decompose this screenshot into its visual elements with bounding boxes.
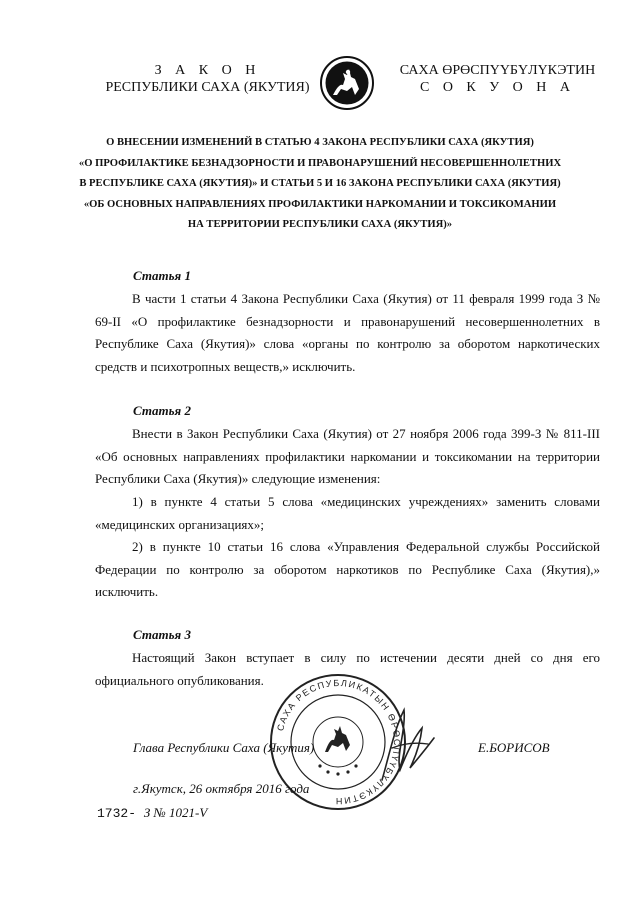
article-1-text: В части 1 статьи 4 Закона Республики Саха (Якутия) от 11 февраля 1999 года З № 69-II «О профилактике безнадзорности и правонарушений несовершеннолетних в Республике Саха (Якутия)» слова «органы по контролю за оборотом наркотических средств и психотропных веществ,» исключить. — [95, 291, 600, 375]
title-line: «ОБ ОСНОВНЫХ НАПРАВЛЕНИЯХ ПРОФИЛАКТИКИ НАРКОМАНИИ И ТОКСИКОМАНИИ — [83, 198, 557, 210]
title-line: О ВНЕСЕНИИ ИЗМЕНЕНИЙ В СТАТЬЮ 4 ЗАКОНА РЕСПУБЛИКИ САХА (ЯКУТИЯ) — [106, 137, 534, 148]
law-title — [60, 133, 580, 236]
article-1-heading: Статья 1 — [133, 268, 191, 283]
registration-number — [97, 805, 207, 821]
signatory-name: Е.БОРИСОВ — [478, 740, 550, 755]
article-2-heading: Статья 2 — [133, 403, 191, 418]
header-right — [380, 62, 615, 96]
header-law-word: З А К О Н — [154, 63, 261, 78]
article-3-heading: Статья 3 — [133, 627, 191, 642]
header-law-word-yakut: С О К У О Н А — [419, 80, 576, 95]
header-republic-name: РЕСПУБЛИКИ САХА (ЯКУТИЯ) — [105, 80, 310, 95]
signatory-position: Глава Республики Саха (Якутия) — [133, 740, 315, 755]
registration-prefix: 1732- — [97, 806, 137, 821]
place-and-date: г.Якутск, 26 октября 2016 года — [133, 781, 310, 796]
title-line: НА ТЕРРИТОРИИ РЕСПУБЛИКИ САХА (ЯКУТИЯ)» — [187, 219, 453, 230]
stamp-text: САХА РЕСПУБЛИКАТЫН ӨРӨСПҮҮБҮЛҮКЭТИН — [275, 677, 403, 807]
registration-law-number: З № 1021-V — [143, 805, 208, 820]
article-2-intro: Внести в Закон Республики Саха (Якутия) от 27 ноября 2006 года 399-З № 811-III «Об основных направлениях профилактики наркомании и токсикомании на территории Республики Саха (Якутия)» следующие изменения: — [95, 426, 600, 487]
title-line: В РЕСПУБЛИКЕ САХА (ЯКУТИЯ)» И СТАТЬИ 5 И 16 ЗАКОНА РЕСПУБЛИКИ САХА (ЯКУТИЯ) — [79, 178, 561, 189]
header-left — [95, 62, 320, 96]
article-2-item-2: 2) в пункте 10 статьи 16 слова «Управления Федеральной службы Российской Федерации по контролю за оборотом наркотиков по Республике Саха (Якутия),» исключить. — [95, 539, 600, 600]
header-republic-name-yakut: САХА ӨРӨСПҮҮБҮЛҮКЭТИН — [399, 63, 596, 78]
article-2-item-1: 1) в пункте 4 статьи 5 слова «медицинских учреждениях» заменить словами «медицинских организациях»; — [95, 494, 600, 532]
handwritten-signature-icon — [370, 700, 440, 790]
title-line: «О ПРОФИЛАКТИКЕ БЕЗНАДЗОРНОСТИ И ПРАВОНАРУШЕНИЙ НЕСОВЕРШЕННОЛЕТНИХ — [78, 157, 562, 169]
republic-emblem-icon — [319, 55, 375, 111]
article-3-text: Настоящий Закон вступает в силу по истечении десяти дней со дня его официального опубликования. — [95, 650, 600, 688]
